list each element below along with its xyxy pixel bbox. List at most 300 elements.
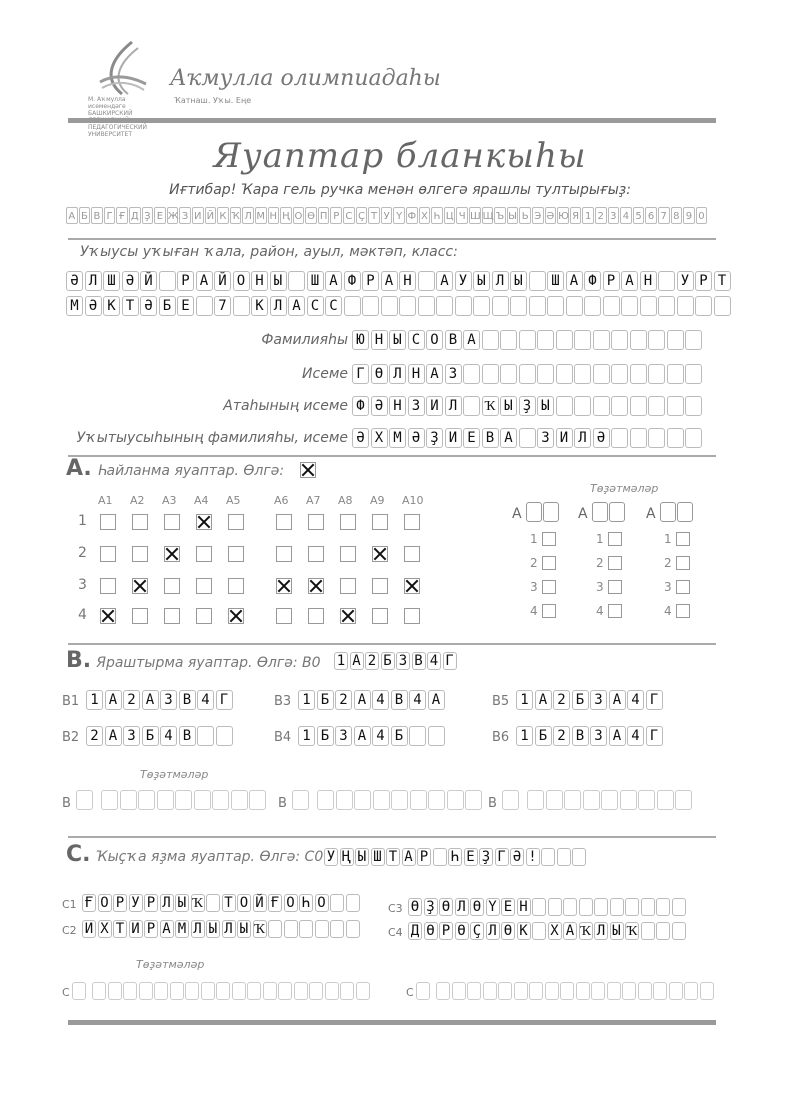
entry-cell[interactable]	[268, 920, 282, 938]
field-input[interactable]	[352, 364, 704, 384]
entry-cell[interactable]	[641, 898, 655, 916]
entry-cell[interactable]	[483, 982, 497, 1000]
entry-cell[interactable]	[640, 296, 657, 316]
correction-checkbox[interactable]	[542, 556, 556, 570]
entry-cell[interactable]	[463, 364, 480, 384]
entry-cell[interactable]: Ф	[584, 271, 601, 291]
entry-cell[interactable]	[566, 296, 583, 316]
entry-cell[interactable]: М	[389, 428, 406, 448]
entry-cell[interactable]	[641, 922, 655, 940]
entry-cell[interactable]: Р	[113, 894, 127, 912]
entry-cell[interactable]: Ы	[270, 271, 287, 291]
correction-checkbox[interactable]	[676, 532, 690, 546]
correction-checkbox[interactable]	[542, 580, 556, 594]
entry-cell[interactable]: Н	[408, 364, 425, 384]
entry-cell[interactable]: З	[408, 396, 425, 416]
answer-checkbox[interactable]	[372, 608, 388, 624]
entry-cell[interactable]: З	[537, 428, 554, 448]
entry-cell[interactable]	[574, 364, 591, 384]
answer-cells[interactable]	[86, 690, 234, 710]
entry-cell[interactable]: Е	[177, 296, 194, 316]
entry-cell[interactable]	[576, 982, 590, 1000]
entry-cell[interactable]	[436, 296, 453, 316]
entry-cell[interactable]	[653, 982, 667, 1000]
entry-cell[interactable]	[593, 364, 610, 384]
entry-cell[interactable]: 2	[123, 690, 140, 710]
entry-cell[interactable]	[622, 982, 636, 1000]
entry-cell[interactable]	[354, 790, 371, 810]
entry-cell[interactable]: Ы	[389, 330, 406, 350]
entry-cell[interactable]	[278, 982, 292, 1000]
entry-cell[interactable]	[669, 982, 683, 1000]
entry-cell[interactable]	[232, 982, 246, 1000]
entry-cell[interactable]: Л	[486, 922, 500, 940]
entry-cell[interactable]	[294, 982, 308, 1000]
entry-cell[interactable]	[284, 920, 298, 938]
entry-cell[interactable]: А	[402, 848, 416, 866]
entry-cell[interactable]: Ғ	[268, 894, 282, 912]
entry-cell[interactable]: Ө	[455, 922, 469, 940]
entry-cell[interactable]	[502, 790, 519, 810]
entry-cell[interactable]	[101, 790, 118, 810]
entry-cell[interactable]	[630, 364, 647, 384]
entry-cell[interactable]: Л	[160, 894, 174, 912]
entry-cell[interactable]: Р	[177, 271, 194, 291]
entry-cell[interactable]: Й	[214, 271, 231, 291]
entry-cell[interactable]	[194, 790, 211, 810]
entry-cell[interactable]: У	[129, 894, 143, 912]
entry-cell[interactable]: Ә	[352, 428, 369, 448]
school-line-1[interactable]	[66, 271, 732, 291]
entry-cell[interactable]: А	[142, 690, 159, 710]
entry-cell[interactable]	[325, 982, 339, 1000]
entry-cell[interactable]: Р	[695, 271, 712, 291]
answer-checkbox[interactable]	[228, 546, 244, 562]
entry-cell[interactable]: Л	[594, 922, 608, 940]
entry-cell[interactable]	[667, 330, 684, 350]
correction-cell[interactable]	[609, 502, 625, 522]
entry-cell[interactable]	[537, 364, 554, 384]
entry-cell[interactable]	[648, 396, 665, 416]
entry-cell[interactable]	[336, 790, 353, 810]
answer-checkbox[interactable]	[372, 514, 388, 530]
entry-cell[interactable]: Б	[159, 296, 176, 316]
entry-cell[interactable]: Х	[371, 428, 388, 448]
entry-cell[interactable]: 1	[298, 690, 315, 710]
entry-cell[interactable]	[346, 920, 360, 938]
entry-cell[interactable]	[560, 982, 574, 1000]
entry-cell[interactable]: Л	[574, 428, 591, 448]
answer-checkbox[interactable]	[100, 514, 116, 530]
entry-cell[interactable]	[309, 982, 323, 1000]
entry-cell[interactable]: Ҡ	[482, 396, 499, 416]
entry-cell[interactable]	[685, 428, 702, 448]
correction-checkbox[interactable]	[608, 580, 622, 594]
entry-cell[interactable]	[625, 898, 639, 916]
entry-cell[interactable]	[473, 296, 490, 316]
field-input[interactable]	[352, 428, 704, 448]
entry-cell[interactable]	[658, 271, 675, 291]
answer-checkbox[interactable]	[372, 546, 388, 562]
answer-checkbox[interactable]	[196, 514, 212, 530]
entry-cell[interactable]: Ң	[340, 848, 354, 866]
entry-cell[interactable]: 3	[123, 726, 140, 746]
entry-cell[interactable]: Ә	[85, 296, 102, 316]
entry-cell[interactable]: М	[175, 920, 189, 938]
correction-cells[interactable]	[76, 790, 268, 810]
entry-cell[interactable]	[532, 898, 546, 916]
entry-cell[interactable]: З	[445, 364, 462, 384]
entry-cell[interactable]	[672, 922, 686, 940]
entry-cell[interactable]	[611, 396, 628, 416]
entry-cell[interactable]: Ә	[510, 848, 524, 866]
entry-cell[interactable]: И	[556, 428, 573, 448]
entry-cell[interactable]	[175, 790, 192, 810]
entry-cell[interactable]: Ы	[175, 894, 189, 912]
entry-cell[interactable]: К	[103, 296, 120, 316]
entry-cell[interactable]	[154, 982, 168, 1000]
entry-cell[interactable]: Л	[191, 920, 205, 938]
answer-checkbox[interactable]	[276, 546, 292, 562]
entry-cell[interactable]: Ө	[371, 364, 388, 384]
entry-cell[interactable]	[416, 982, 430, 1000]
entry-cell[interactable]	[381, 296, 398, 316]
answer-checkbox[interactable]	[404, 514, 420, 530]
entry-cell[interactable]	[409, 726, 426, 746]
correction-cell[interactable]	[660, 502, 676, 522]
answer-checkbox[interactable]	[308, 578, 324, 594]
entry-cell[interactable]: С	[325, 296, 342, 316]
entry-cell[interactable]	[138, 790, 155, 810]
entry-cell[interactable]: Ш	[307, 271, 324, 291]
entry-cell[interactable]: А	[381, 271, 398, 291]
entry-cell[interactable]: Г	[352, 364, 369, 384]
entry-cell[interactable]: Р	[144, 894, 158, 912]
entry-cell[interactable]: Ю	[352, 330, 369, 350]
entry-cell[interactable]	[547, 296, 564, 316]
entry-cell[interactable]	[519, 364, 536, 384]
answer-cells[interactable]	[298, 690, 446, 710]
entry-cell[interactable]	[648, 428, 665, 448]
entry-cell[interactable]	[572, 848, 586, 866]
entry-cell[interactable]: Б	[317, 726, 334, 746]
answer-checkbox[interactable]	[132, 608, 148, 624]
answer-checkbox[interactable]	[308, 546, 324, 562]
entry-cell[interactable]: 4	[627, 726, 644, 746]
entry-cell[interactable]: И	[426, 396, 443, 416]
entry-cell[interactable]: Т	[714, 271, 731, 291]
entry-cell[interactable]: Ф	[352, 396, 369, 416]
entry-cell[interactable]: 3	[335, 726, 352, 746]
entry-cell[interactable]: С	[408, 330, 425, 350]
entry-cell[interactable]: Н	[371, 330, 388, 350]
entry-cell[interactable]	[557, 848, 571, 866]
entry-cell[interactable]	[362, 296, 379, 316]
entry-cell[interactable]	[657, 790, 674, 810]
entry-cell[interactable]: А	[436, 271, 453, 291]
entry-cell[interactable]	[667, 396, 684, 416]
entry-cell[interactable]: Ә	[122, 271, 139, 291]
entry-cell[interactable]	[498, 982, 512, 1000]
entry-cell[interactable]	[465, 790, 482, 810]
entry-cell[interactable]: 4	[372, 726, 389, 746]
entry-cell[interactable]: А	[463, 330, 480, 350]
entry-cell[interactable]	[315, 920, 329, 938]
entry-cell[interactable]: О	[98, 894, 112, 912]
entry-cell[interactable]: А	[288, 296, 305, 316]
entry-cell[interactable]: О	[233, 271, 250, 291]
entry-cell[interactable]: А	[325, 271, 342, 291]
entry-cell[interactable]	[556, 330, 573, 350]
answer-checkbox[interactable]	[404, 578, 420, 594]
entry-cell[interactable]: Б	[572, 690, 589, 710]
entry-cell[interactable]: Г	[646, 726, 663, 746]
entry-cell[interactable]: Б	[535, 726, 552, 746]
entry-cell[interactable]: И	[129, 920, 143, 938]
entry-cell[interactable]	[157, 790, 174, 810]
entry-cell[interactable]	[231, 790, 248, 810]
entry-cell[interactable]	[216, 982, 230, 1000]
entry-cell[interactable]	[537, 330, 554, 350]
entry-cell[interactable]: 2	[86, 726, 103, 746]
entry-cell[interactable]: Б	[142, 726, 159, 746]
answer-checkbox[interactable]	[164, 546, 180, 562]
correction-cells[interactable]	[416, 982, 715, 1000]
entry-cell[interactable]	[519, 330, 536, 350]
entry-cell[interactable]	[317, 790, 334, 810]
entry-cell[interactable]: Ҡ	[626, 923, 638, 939]
entry-cell[interactable]	[373, 790, 390, 810]
entry-cell[interactable]	[299, 920, 313, 938]
entry-cell[interactable]	[344, 296, 361, 316]
entry-cell[interactable]: Ҙ	[424, 898, 438, 916]
entry-cell[interactable]: Ы	[237, 920, 251, 938]
answer-checkbox[interactable]	[340, 578, 356, 594]
entry-cell[interactable]	[123, 982, 137, 1000]
entry-cell[interactable]	[330, 894, 344, 912]
entry-cell[interactable]: Ы	[510, 271, 527, 291]
entry-cell[interactable]: Л	[389, 364, 406, 384]
answer-checkbox[interactable]	[164, 514, 180, 530]
entry-cell[interactable]	[418, 271, 435, 291]
entry-cell[interactable]	[196, 296, 213, 316]
answer-checkbox[interactable]	[164, 578, 180, 594]
entry-cell[interactable]: 4	[372, 690, 389, 710]
entry-cell[interactable]: Б	[381, 652, 395, 670]
entry-cell[interactable]	[611, 428, 628, 448]
entry-cell[interactable]: В	[412, 652, 426, 670]
correction-cell[interactable]	[592, 502, 608, 522]
entry-cell[interactable]	[436, 982, 450, 1000]
entry-cell[interactable]: А	[160, 920, 174, 938]
entry-cell[interactable]	[610, 898, 624, 916]
entry-cell[interactable]: 1	[86, 690, 103, 710]
entry-cell[interactable]	[574, 396, 591, 416]
entry-cell[interactable]: О	[237, 894, 251, 912]
entry-cell[interactable]: Ы	[206, 920, 220, 938]
entry-cell[interactable]: Р	[417, 848, 431, 866]
entry-cell[interactable]	[656, 898, 670, 916]
entry-cell[interactable]: Г	[495, 848, 509, 866]
entry-cell[interactable]	[463, 396, 480, 416]
entry-cell[interactable]: Т	[386, 848, 400, 866]
entry-cell[interactable]	[700, 982, 714, 1000]
entry-cell[interactable]	[695, 296, 712, 316]
entry-cell[interactable]: Һ	[448, 848, 462, 866]
entry-cell[interactable]: В	[482, 428, 499, 448]
entry-cell[interactable]	[593, 330, 610, 350]
entry-cell[interactable]	[519, 428, 536, 448]
answer-cells[interactable]	[408, 922, 687, 940]
entry-cell[interactable]	[185, 982, 199, 1000]
entry-cell[interactable]	[630, 396, 647, 416]
entry-cell[interactable]	[92, 982, 106, 1000]
entry-cell[interactable]: Р	[362, 271, 379, 291]
entry-cell[interactable]	[120, 790, 137, 810]
entry-cell[interactable]	[529, 296, 546, 316]
entry-cell[interactable]: Т	[122, 296, 139, 316]
entry-cell[interactable]: Ҙ	[479, 848, 493, 866]
entry-cell[interactable]	[630, 330, 647, 350]
entry-cell[interactable]	[197, 726, 214, 746]
entry-cell[interactable]: Ҡ	[580, 923, 591, 939]
entry-cell[interactable]	[346, 894, 360, 912]
entry-cell[interactable]: Ы	[537, 396, 554, 416]
entry-cell[interactable]	[677, 296, 694, 316]
entry-cell[interactable]: Ү	[486, 898, 500, 916]
entry-cell[interactable]: Н	[389, 396, 406, 416]
entry-cell[interactable]: Е	[463, 428, 480, 448]
entry-cell[interactable]: А	[196, 271, 213, 291]
entry-cell[interactable]	[675, 790, 692, 810]
entry-cell[interactable]: Ә	[593, 428, 610, 448]
answer-checkbox[interactable]	[372, 578, 388, 594]
answer-checkbox[interactable]	[276, 578, 292, 594]
entry-cell[interactable]: Л	[455, 898, 469, 916]
entry-cell[interactable]: А	[609, 690, 626, 710]
correction-checkbox[interactable]	[608, 532, 622, 546]
entry-cell[interactable]: 4	[427, 652, 441, 670]
entry-cell[interactable]	[667, 428, 684, 448]
entry-cell[interactable]: В	[445, 330, 462, 350]
correction-cells[interactable]	[502, 790, 694, 810]
entry-cell[interactable]: Х	[548, 922, 562, 940]
entry-cell[interactable]: Р	[603, 271, 620, 291]
answer-cells[interactable]	[516, 726, 664, 746]
entry-cell[interactable]: Р	[144, 920, 158, 938]
entry-cell[interactable]	[216, 726, 233, 746]
correction-cells[interactable]	[72, 982, 371, 1000]
entry-cell[interactable]: Ш	[103, 271, 120, 291]
entry-cell[interactable]: Ғ	[82, 894, 96, 912]
answer-checkbox[interactable]	[340, 608, 356, 624]
entry-cell[interactable]	[76, 790, 93, 810]
entry-cell[interactable]	[206, 894, 220, 912]
entry-cell[interactable]: Л	[85, 271, 102, 291]
answer-cells[interactable]	[82, 894, 361, 912]
entry-cell[interactable]	[108, 982, 122, 1000]
entry-cell[interactable]	[630, 428, 647, 448]
answer-checkbox[interactable]	[196, 608, 212, 624]
entry-cell[interactable]: И	[445, 428, 462, 448]
entry-cell[interactable]: Ө	[439, 898, 453, 916]
answer-checkbox[interactable]	[164, 608, 180, 624]
entry-cell[interactable]	[247, 982, 261, 1000]
answer-checkbox[interactable]	[308, 514, 324, 530]
entry-cell[interactable]: 1	[298, 726, 315, 746]
entry-cell[interactable]	[170, 982, 184, 1000]
entry-cell[interactable]: Л	[270, 296, 287, 316]
answer-checkbox[interactable]	[100, 578, 116, 594]
entry-cell[interactable]	[684, 982, 698, 1000]
entry-cell[interactable]: А	[566, 271, 583, 291]
entry-cell[interactable]: Е	[464, 848, 478, 866]
entry-cell[interactable]: Ә	[408, 428, 425, 448]
entry-cell[interactable]	[638, 790, 655, 810]
answer-checkbox[interactable]	[404, 608, 420, 624]
entry-cell[interactable]: У	[677, 271, 694, 291]
entry-cell[interactable]: А	[354, 726, 371, 746]
entry-cell[interactable]: В	[572, 726, 589, 746]
answer-cells[interactable]	[82, 920, 361, 938]
entry-cell[interactable]: Ө	[470, 898, 484, 916]
answer-checkbox[interactable]	[276, 514, 292, 530]
entry-cell[interactable]	[500, 364, 517, 384]
entry-cell[interactable]	[607, 982, 621, 1000]
entry-cell[interactable]: Ө	[424, 922, 438, 940]
entry-cell[interactable]: Ф	[344, 271, 361, 291]
entry-cell[interactable]: Г	[646, 690, 663, 710]
entry-cell[interactable]: Й	[253, 894, 267, 912]
entry-cell[interactable]: В	[391, 690, 408, 710]
entry-cell[interactable]: 1	[516, 690, 533, 710]
entry-cell[interactable]: Н	[517, 898, 531, 916]
entry-cell[interactable]	[410, 790, 427, 810]
entry-cell[interactable]	[685, 330, 702, 350]
entry-cell[interactable]	[620, 790, 637, 810]
correction-cell[interactable]	[526, 502, 542, 522]
entry-cell[interactable]: А	[563, 922, 577, 940]
entry-cell[interactable]	[482, 330, 499, 350]
entry-cell[interactable]: Ө	[501, 922, 515, 940]
entry-cell[interactable]: А	[500, 428, 517, 448]
entry-cell[interactable]: 4	[160, 726, 177, 746]
entry-cell[interactable]	[510, 296, 527, 316]
answer-checkbox[interactable]	[340, 514, 356, 530]
entry-cell[interactable]	[591, 982, 605, 1000]
entry-cell[interactable]: Г	[443, 652, 457, 670]
entry-cell[interactable]	[611, 330, 628, 350]
answer-checkbox[interactable]	[276, 608, 292, 624]
answer-cells[interactable]	[298, 726, 446, 746]
entry-cell[interactable]	[546, 790, 563, 810]
entry-cell[interactable]: А	[535, 690, 552, 710]
entry-cell[interactable]: Н	[640, 271, 657, 291]
entry-cell[interactable]: К	[251, 296, 268, 316]
entry-cell[interactable]	[391, 790, 408, 810]
entry-cell[interactable]	[159, 271, 176, 291]
correction-checkbox[interactable]	[542, 532, 556, 546]
entry-cell[interactable]: 2	[335, 690, 352, 710]
answer-checkbox[interactable]	[132, 514, 148, 530]
entry-cell[interactable]: 3	[590, 726, 607, 746]
entry-cell[interactable]	[529, 982, 543, 1000]
correction-checkbox[interactable]	[608, 556, 622, 570]
correction-checkbox[interactable]	[608, 604, 622, 618]
entry-cell[interactable]: С	[307, 296, 324, 316]
entry-cell[interactable]	[330, 920, 344, 938]
field-input[interactable]	[352, 396, 704, 416]
